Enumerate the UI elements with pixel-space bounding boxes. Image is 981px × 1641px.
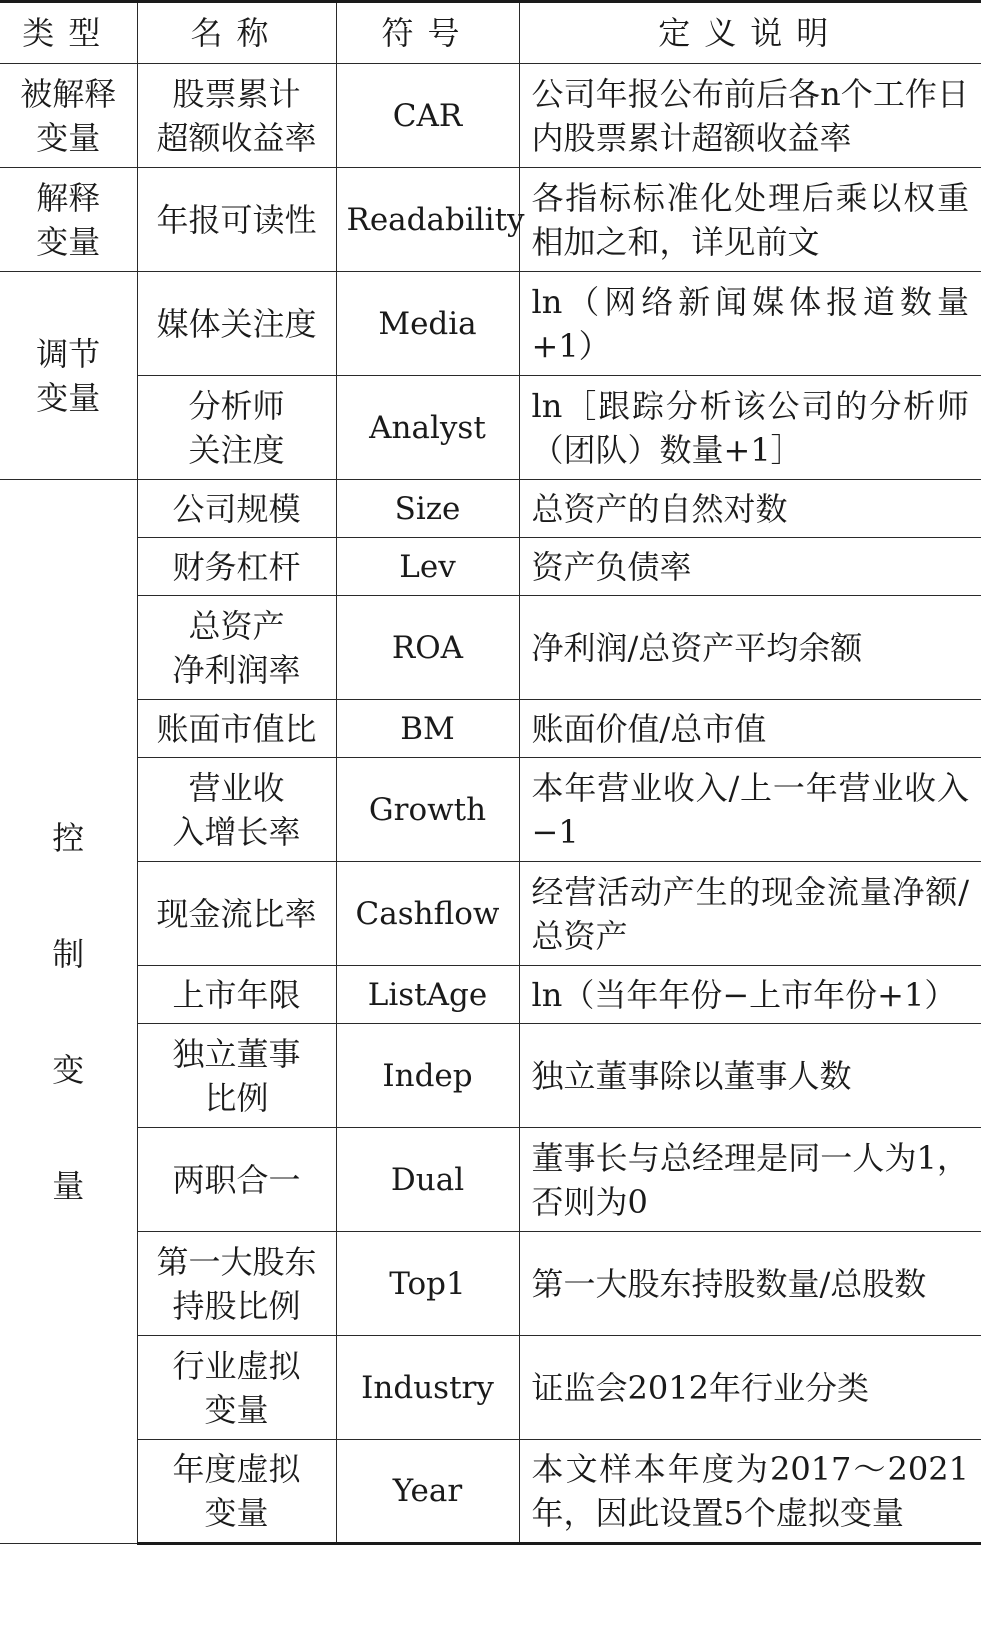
type-line: 被解释: [20, 74, 117, 113]
symbol-cell: Size: [336, 480, 519, 538]
table-row: [0, 480, 981, 538]
table-row: [0, 1024, 981, 1128]
table-row: [0, 700, 981, 758]
type-line: 变量: [36, 222, 101, 261]
name-line: 年度虚拟: [172, 1450, 301, 1488]
header-symbol: 符号: [336, 2, 519, 64]
type-line: 变量: [36, 118, 101, 157]
table-row: [0, 1336, 981, 1440]
type-char: 量: [52, 1166, 85, 1205]
type-cell-moderating: [0, 272, 137, 480]
definition-cell: 净利润/总资产平均余额: [519, 596, 981, 700]
name-line: 总资产: [188, 606, 285, 645]
name-line: 行业虚拟: [172, 1346, 301, 1385]
table-row: [0, 64, 981, 168]
name-line: 净利润率: [172, 650, 301, 689]
type-cell-dependent: [0, 64, 137, 168]
type-char: 控: [52, 818, 85, 857]
name-line: 超额收益率: [156, 118, 317, 157]
definition-cell: 总资产的自然对数: [519, 480, 981, 538]
symbol-cell: Media: [336, 272, 519, 376]
symbol-cell: Growth: [336, 758, 519, 862]
type-cell-control: [0, 480, 137, 1544]
name-cell: [137, 376, 336, 480]
symbol-cell: Lev: [336, 538, 519, 596]
table-row: [0, 376, 981, 480]
type-line: 解释: [36, 178, 101, 217]
name-cell: 公司规模: [137, 480, 336, 538]
type-line: 变量: [36, 378, 101, 417]
name-cell: [137, 1440, 336, 1544]
symbol-cell: Industry: [336, 1336, 519, 1440]
table-row: [0, 272, 981, 376]
type-char: 变: [52, 1050, 85, 1089]
symbol-cell: ListAge: [336, 966, 519, 1024]
definition-cell: 各指标标准化处理后乘以权重相加之和，详见前文: [519, 168, 981, 272]
definition-cell: ln（网络新闻媒体报道数量+1）: [519, 272, 981, 376]
symbol-cell: Year: [336, 1440, 519, 1544]
name-cell: 财务杠杆: [137, 538, 336, 596]
name-cell: 媒体关注度: [137, 272, 336, 376]
name-cell: [137, 1024, 336, 1128]
name-line: 入增长率: [172, 812, 301, 851]
name-line: 比例: [204, 1078, 269, 1117]
name-line: 股票累计: [172, 74, 301, 113]
name-cell: 账面市值比: [137, 700, 336, 758]
table-row: [0, 1232, 981, 1336]
name-line: 第一大股东: [156, 1242, 317, 1281]
header-definition: 定义说明: [519, 2, 981, 64]
table-row: [0, 596, 981, 700]
symbol-cell: Readability: [336, 168, 519, 272]
table-row: [0, 1440, 981, 1544]
table-header-row: [0, 2, 981, 64]
table-row: [0, 1128, 981, 1232]
name-cell: 年报可读性: [137, 168, 336, 272]
definition-cell: 证监会2012年行业分类: [519, 1336, 981, 1440]
table-row: [0, 168, 981, 272]
type-char: 制: [52, 934, 85, 973]
name-cell: [137, 1232, 336, 1336]
symbol-cell: Dual: [336, 1128, 519, 1232]
header-type: 类型: [0, 2, 137, 64]
symbol-cell: ROA: [336, 596, 519, 700]
name-line: 营业收: [188, 768, 285, 807]
definition-cell: ln（当年年份−上市年份+1）: [519, 966, 981, 1024]
type-line: 调节: [36, 334, 101, 373]
name-line: 独立董事: [172, 1034, 301, 1073]
symbol-cell: BM: [336, 700, 519, 758]
table-row: [0, 538, 981, 596]
type-cell-explanatory: [0, 168, 137, 272]
name-cell: 两职合一: [137, 1128, 336, 1232]
symbol-cell: Cashflow: [336, 862, 519, 966]
name-line: 关注度: [188, 430, 285, 469]
name-cell: 现金流比率: [137, 862, 336, 966]
definition-cell: 本年营业收入/上一年营业收入−1: [519, 758, 981, 862]
definition-cell: 经营活动产生的现金流量净额/总资产: [519, 862, 981, 966]
name-line: 变量: [204, 1494, 269, 1532]
symbol-cell: Indep: [336, 1024, 519, 1128]
header-name: 名称: [137, 2, 336, 64]
name-line: 分析师: [188, 386, 285, 425]
symbol-cell: Analyst: [336, 376, 519, 480]
definition-cell: ln［跟踪分析该公司的分析师（团队）数量+1］: [519, 376, 981, 480]
name-cell: [137, 64, 336, 168]
definition-cell: 资产负债率: [519, 538, 981, 596]
symbol-cell: CAR: [336, 64, 519, 168]
name-cell: [137, 1336, 336, 1440]
name-line: 变量: [204, 1390, 269, 1429]
definition-cell: 公司年报公布前后各n个工作日内股票累计超额收益率: [519, 64, 981, 168]
table-row: [0, 966, 981, 1024]
name-cell: 上市年限: [137, 966, 336, 1024]
definition-cell: 账面价值/总市值: [519, 700, 981, 758]
definition-cell: 独立董事除以董事人数: [519, 1024, 981, 1128]
name-cell: [137, 758, 336, 862]
name-cell: [137, 596, 336, 700]
definition-cell: 本文样本年度为2017～2021年，因此设置5个虚拟变量: [519, 1440, 981, 1544]
definition-cell: 第一大股东持股数量/总股数: [519, 1232, 981, 1336]
symbol-cell: Top1: [336, 1232, 519, 1336]
table-row: [0, 758, 981, 862]
table-row: [0, 862, 981, 966]
name-line: 持股比例: [172, 1286, 301, 1325]
definition-cell: 董事长与总经理是同一人为1，否则为0: [519, 1128, 981, 1232]
